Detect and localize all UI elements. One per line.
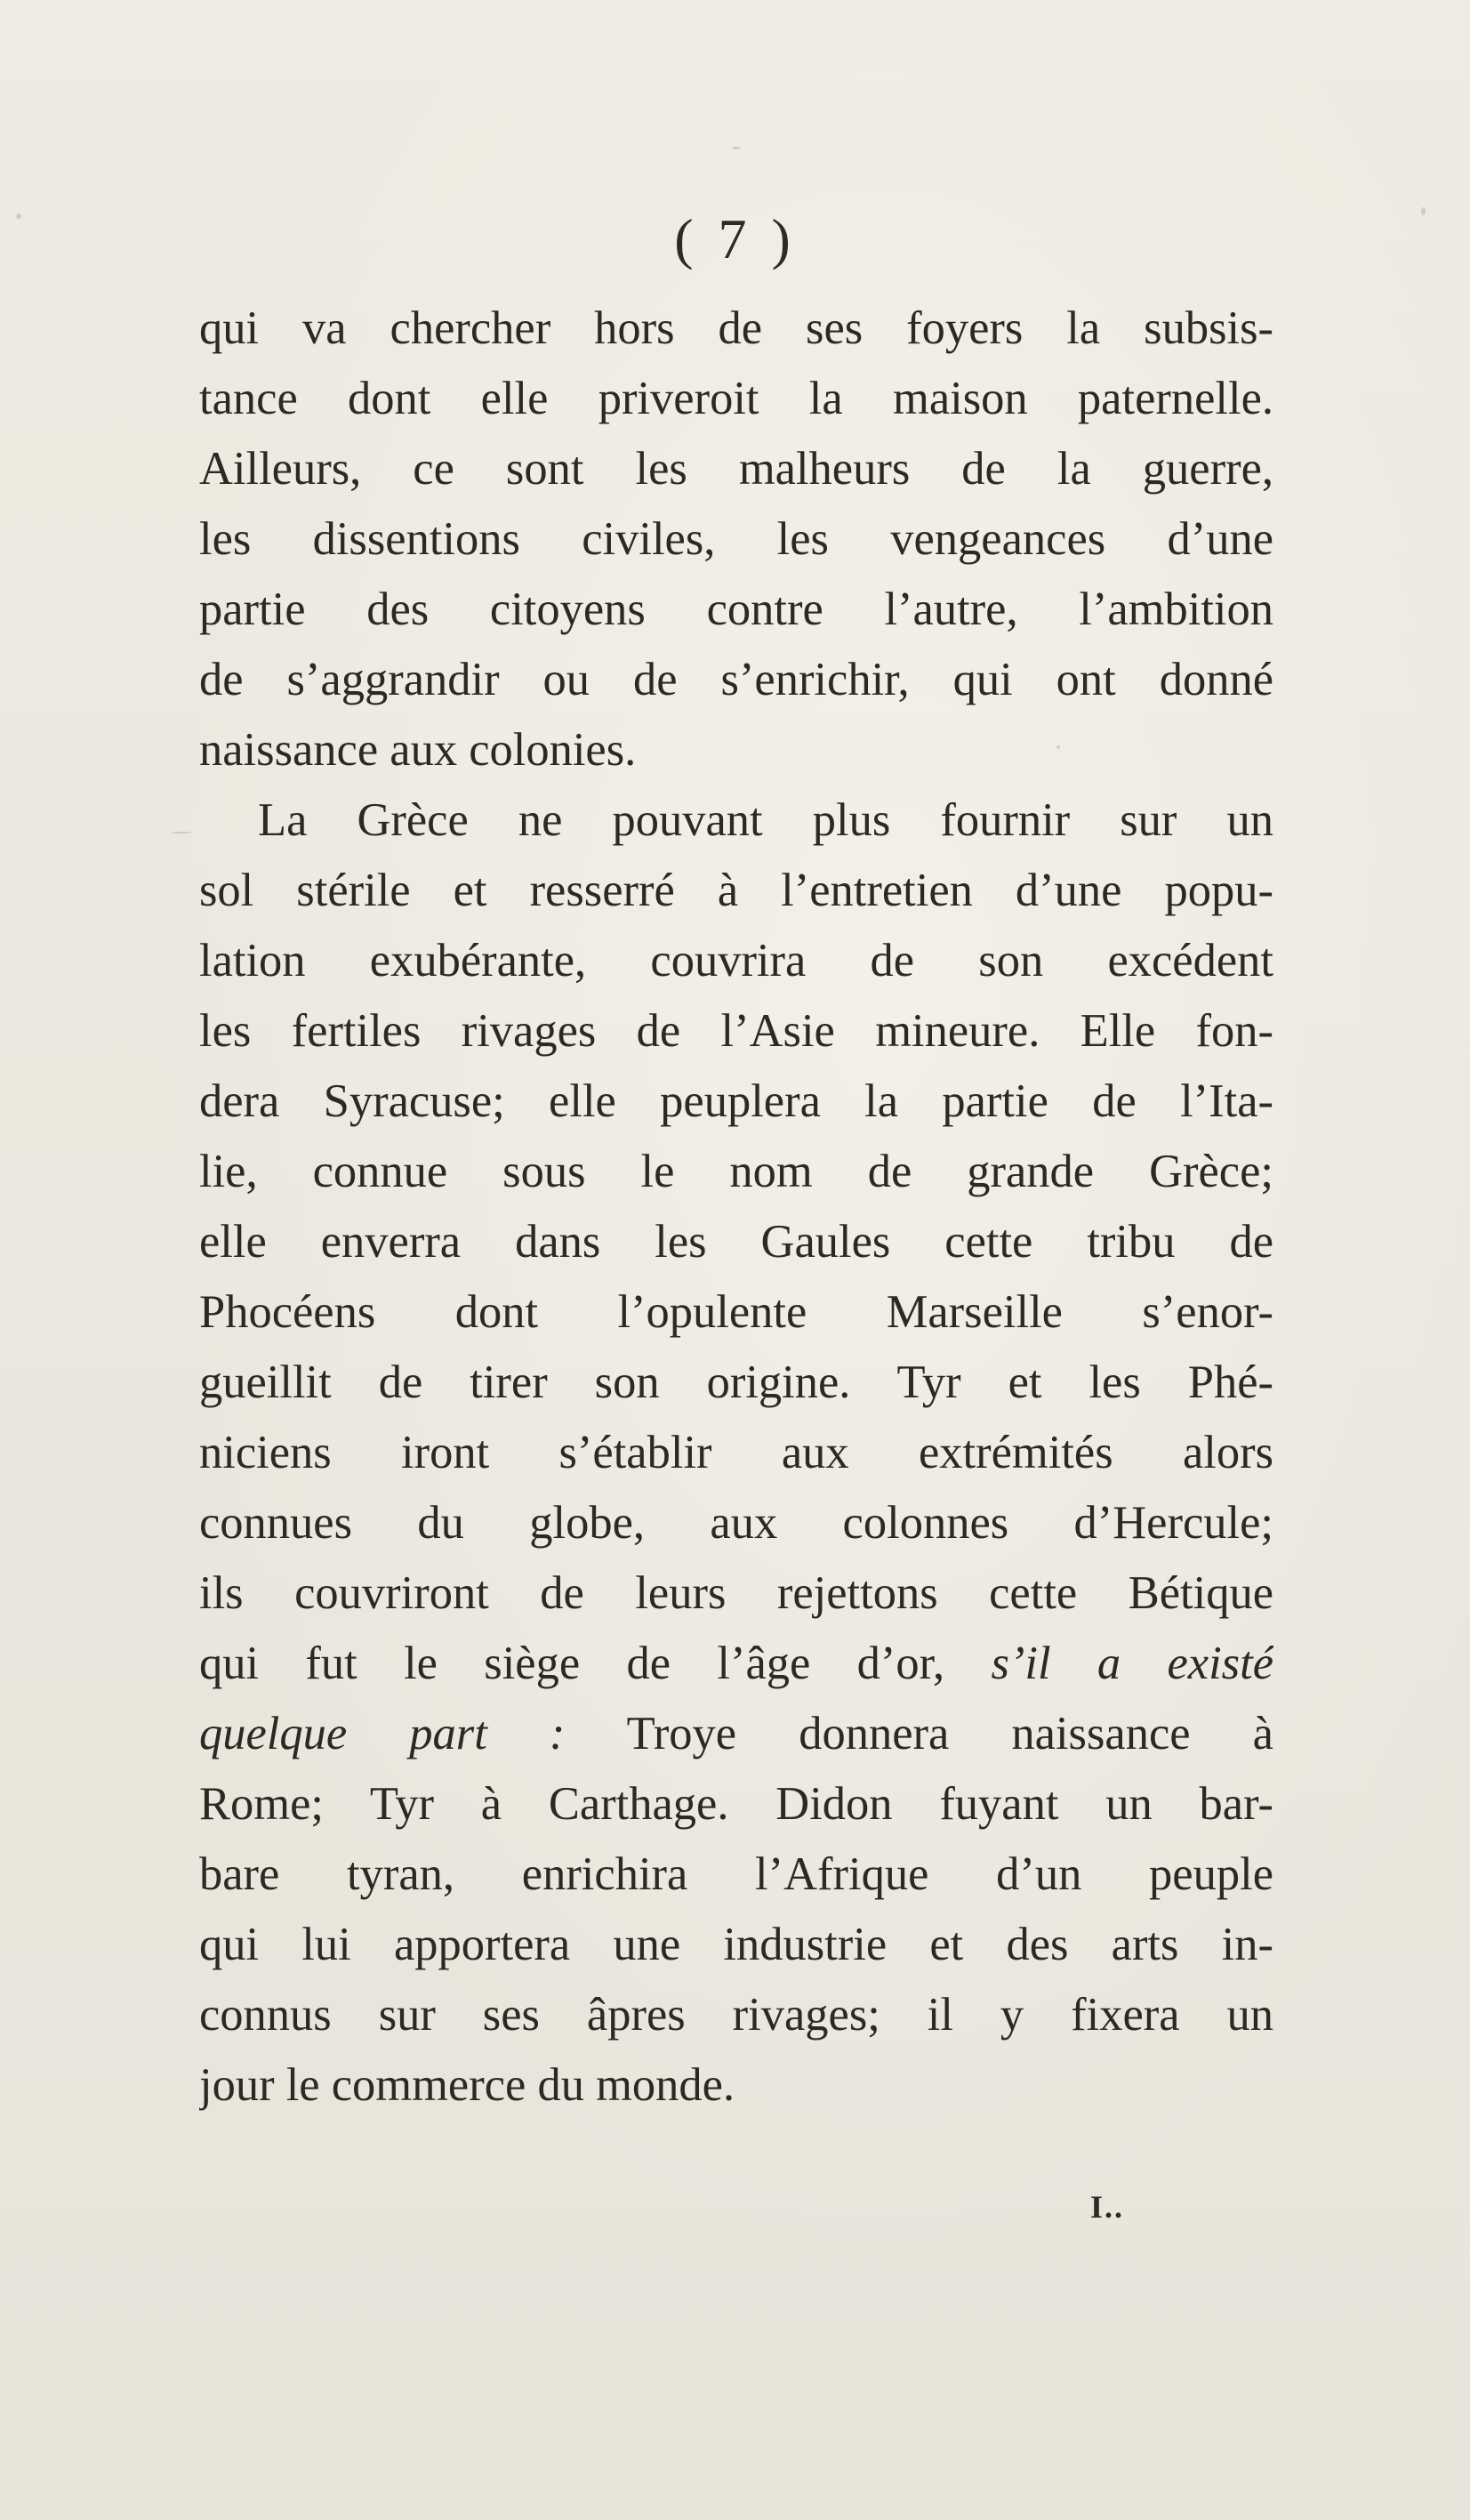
body-text	[199, 294, 1273, 2121]
text-line: Phocéens dont l’opulente Marseille s’enor-	[199, 1286, 1273, 1338]
mixed-text-line	[199, 1699, 1273, 1769]
paper-speck	[1421, 207, 1426, 215]
text-line: gueillit de tirer son origine. Tyr et les Phé-	[199, 1357, 1273, 1408]
text-line: sol stérile et resserré à l’entretien d’une popu-	[199, 865, 1273, 916]
paper-speck	[1056, 745, 1060, 749]
text-line: les fertiles rivages de l’Asie mineure. Elle fon-	[199, 1005, 1273, 1057]
text-line: Ailleurs, ce sont les malheurs de la guerre,	[199, 443, 1273, 495]
italic-text-segment: quelque part :	[199, 1708, 566, 1759]
text-line: les dissentions civiles, les vengeances d’une	[199, 513, 1273, 565]
text-line: qui va chercher hors de ses foyers la subsis-	[199, 302, 1273, 354]
mixed-text-line	[199, 1629, 1273, 1699]
text-line: elle enverra dans les Gaules cette tribu de	[199, 1216, 1273, 1268]
text-segment: qui fut le siège de l’âge d’or,	[199, 1638, 945, 1689]
paragraph-start-line: La Grèce ne pouvant plus fournir sur un	[258, 794, 1273, 846]
text-line: lie, connue sous le nom de grande Grèce;	[199, 1146, 1273, 1197]
italic-text-segment: s’il a existé	[991, 1638, 1273, 1689]
text-line: connues du globe, aux colonnes d’Hercule;	[199, 1497, 1273, 1549]
text-line: naissance aux colonies.	[199, 724, 637, 776]
text-line: bare tyran, enrichira l’Afrique d’un peuple	[199, 1848, 1273, 1900]
paper-speck	[171, 832, 192, 833]
text-line: de s’aggrandir ou de s’enrichir, qui ont donné	[199, 654, 1273, 705]
text-line: jour le commerce du monde.	[199, 2059, 735, 2111]
text-line: connus sur ses âpres rivages; il y fixera un	[199, 1989, 1273, 2041]
text-line: ils couvriront de leurs rejettons cette Bétique	[199, 1567, 1273, 1619]
text-line: partie des citoyens contre l’autre, l’ambition	[199, 584, 1273, 635]
text-line: qui lui apportera une industrie et des arts in-	[199, 1919, 1273, 1970]
text-line: tance dont elle priveroit la maison paternelle.	[199, 373, 1273, 424]
signature-mark: I..	[1090, 2189, 1125, 2225]
text-segment: Troye donnera naissance à	[626, 1708, 1273, 1759]
text-line: lation exubérante, couvrira de son excédent	[199, 935, 1273, 986]
text-line: niciens iront s’établir aux extrémités alors	[199, 1427, 1273, 1478]
text-line: Rome; Tyr à Carthage. Didon fuyant un bar-	[199, 1778, 1273, 1830]
paper-speck	[16, 213, 21, 219]
paper-speck	[732, 147, 741, 149]
text-line: dera Syracuse; elle peuplera la partie de l’Ita-	[199, 1075, 1273, 1127]
page-number: ( 7 )	[674, 207, 796, 270]
